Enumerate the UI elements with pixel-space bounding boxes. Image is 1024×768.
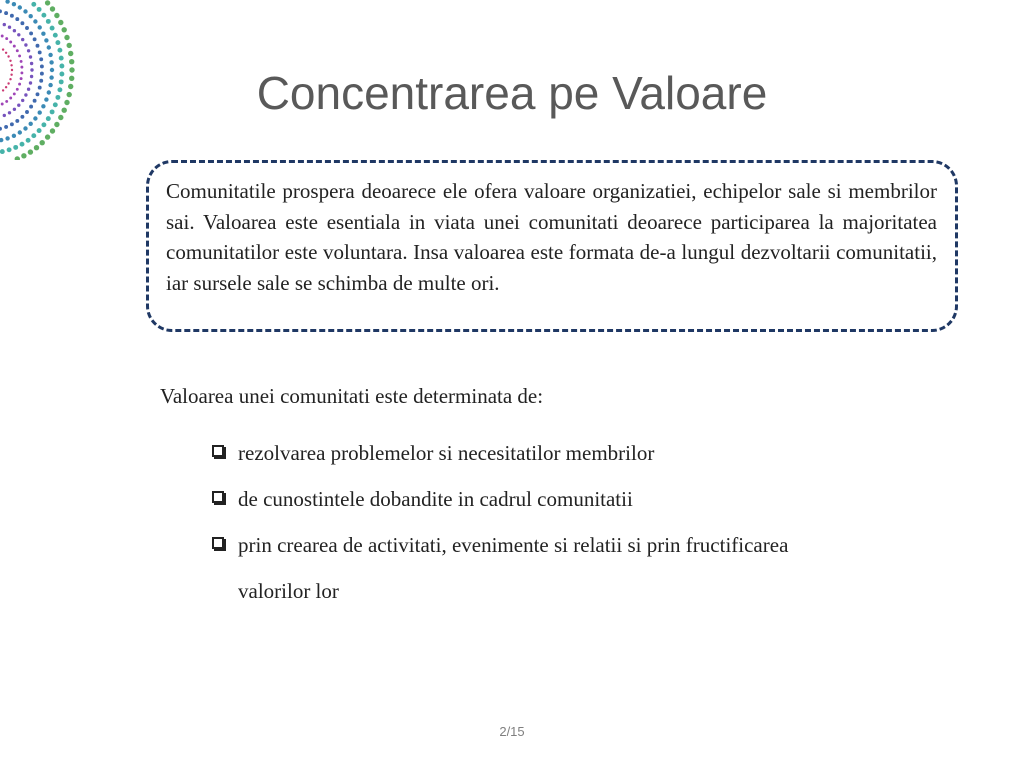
checkbox-square-icon (212, 537, 224, 549)
logo-dot (55, 40, 60, 45)
logo-dot (64, 35, 69, 40)
logo-dot (20, 60, 23, 63)
logo-dot (61, 27, 66, 32)
logo-dot (18, 5, 22, 9)
logo-dot (28, 149, 33, 154)
logo-dot (67, 43, 72, 48)
logo-dot (29, 14, 33, 18)
logo-dot (21, 38, 24, 41)
slide-title: Concentrarea pe Valoare (256, 67, 768, 119)
logo-dot (7, 55, 9, 57)
bullet-text: prin crearea de activitati, evenimente si relatii si prin fructificarea valorilor lor (238, 533, 789, 603)
logo-dot (29, 55, 32, 58)
logo-dot (41, 122, 46, 127)
page-number: 2/15 (499, 724, 525, 739)
logo-dot (15, 156, 20, 160)
bullet-list (212, 430, 852, 614)
logo-dot (18, 130, 22, 134)
logo-dot (44, 38, 48, 42)
checkbox-square-icon (212, 491, 224, 503)
logo-dot (17, 33, 20, 36)
logo-dot (68, 51, 73, 56)
bullet-text: rezolvarea problemelor si necesitatilor membrilor (238, 441, 655, 465)
logo-dot (5, 52, 7, 54)
logo-dot (38, 25, 42, 29)
logo-dot (48, 53, 52, 57)
logo-dot (33, 37, 37, 41)
logo-dot (57, 48, 62, 53)
logo-dot (24, 43, 27, 46)
callout-text: Comunitatile prospera deoarece ele ofera valoare organizatiei, echipelor sale si membrilor sai. Valoarea este esentiala in viata unei comunitati deoarece participarea la majoritatea comunitatilor este voluntara. Insa valoarea este formata de-a lungul dezvoltarii comunitatii, iar sursele sale se schimba de multe ori. (166, 179, 937, 295)
logo-dot (25, 26, 29, 30)
logo-dot (33, 19, 37, 23)
logo-dot (54, 122, 59, 127)
logo-dot (13, 145, 18, 150)
logo-dot (40, 140, 45, 145)
logo-dot (54, 13, 59, 18)
logo-dot (1, 35, 4, 38)
logo-dot (20, 142, 25, 147)
callout-box (146, 160, 958, 332)
logo-dot (3, 23, 6, 26)
logo-dot (20, 21, 24, 25)
logo-dot (45, 0, 50, 5)
logo-dot (26, 138, 31, 143)
logo-dot (39, 57, 43, 61)
logo-dot (9, 41, 12, 44)
logo-dot (21, 153, 26, 158)
logo-dot (41, 32, 45, 36)
logo-dot (53, 33, 58, 38)
logo-dot (8, 26, 11, 29)
logo-dot (36, 44, 40, 48)
logo-dot (5, 136, 9, 140)
logo-dot (69, 59, 74, 64)
logo-dot (5, 37, 8, 40)
logo-dot (5, 0, 9, 4)
logo-dot (0, 127, 2, 131)
logo-dot (23, 9, 27, 13)
intro-text: Valoarea unei comunitati este determinata de: (160, 384, 544, 408)
logo-dot (29, 122, 33, 126)
logo-dot (31, 133, 36, 138)
logo-dot (46, 19, 51, 24)
bullet-text: de cunostintele dobandite in cadrul comunitatii (238, 487, 633, 511)
logo-dot (4, 11, 8, 15)
logo-dot (23, 126, 27, 130)
logo-dot (58, 20, 63, 25)
logo-dot (27, 49, 30, 52)
logo-dot (0, 149, 5, 154)
logo-dot (0, 138, 3, 142)
logo-dot (50, 6, 55, 11)
logo-dot (2, 48, 4, 50)
logo-dot (12, 2, 16, 6)
logo-dot (31, 2, 36, 7)
logo-dot (38, 50, 42, 54)
logo-dot (50, 128, 55, 133)
logo-dot (34, 145, 39, 150)
logo-dot (29, 31, 33, 35)
logo-dot (15, 17, 19, 21)
list-item (212, 476, 852, 522)
logo-dot (12, 134, 16, 138)
logo-dot (9, 60, 11, 62)
logo-dot (37, 7, 42, 12)
logo-dot (59, 56, 64, 61)
logo-dot (49, 60, 53, 64)
logo-dot (41, 13, 46, 18)
logo-dot (37, 128, 42, 133)
logo-dot (50, 26, 55, 31)
logo-dot (47, 45, 51, 49)
checkbox-square-icon (212, 445, 224, 457)
logo-dot (18, 54, 21, 57)
logo-dot (0, 9, 2, 13)
logo-dot (30, 62, 33, 65)
logo-dot (10, 14, 14, 18)
logo-dot (10, 122, 14, 126)
list-item (212, 522, 852, 614)
logo-dot (4, 125, 8, 129)
logo-dot (13, 45, 16, 48)
list-item (212, 430, 852, 476)
logo-dot (7, 147, 12, 152)
logo-dot (45, 134, 50, 139)
logo-dot (16, 49, 19, 52)
logo-dot (13, 29, 16, 32)
